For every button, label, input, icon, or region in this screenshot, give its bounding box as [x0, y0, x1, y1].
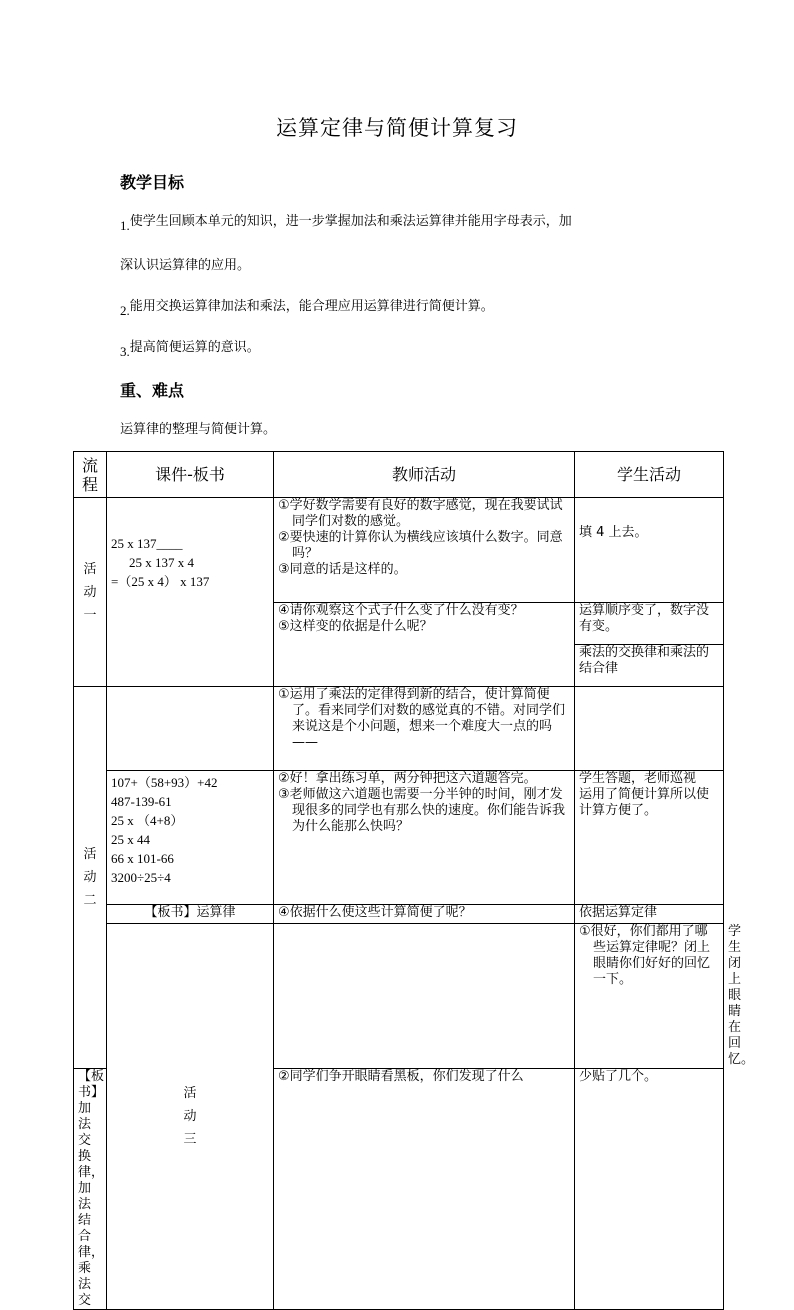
lesson-flow-table — [73, 451, 755, 1310]
teacher-step: ①运用了乘法的定律得到新的结合，使计算简便了。看来同学们对数的感觉真的不错。对同学们来说这是个小问题，想来一个难度大一点的吗—— — [278, 687, 566, 750]
student-cell: 填 4 上去。 — [575, 498, 724, 603]
goal-item-3 — [120, 336, 260, 359]
table-row — [74, 687, 724, 771]
header-slides: 课件-板书 — [107, 452, 274, 498]
teacher-step: ②好！拿出练习单，两分钟把这六道题答完。 — [278, 771, 537, 786]
goal-item-2 — [120, 295, 494, 318]
header-flow: 流程 — [74, 452, 107, 498]
slide-cell — [107, 687, 274, 771]
goals-heading: 教学目标 — [120, 173, 185, 192]
student-cell: 少贴了几个。 — [575, 1069, 724, 1310]
student-cell — [575, 687, 724, 771]
teacher-step: ④请你观察这个式子什么变了什么没有变？ — [278, 603, 524, 618]
goal-text: 能用交换运算律加法和乘法，能合理应用运算律进行简便计算。 — [129, 299, 494, 314]
goal-number: 3. — [120, 344, 130, 359]
table-row — [74, 771, 724, 905]
slide-line: 25 x 137 x 4 — [129, 554, 194, 570]
slide-cell: 【板书】加法交换律，加法结合律，乘法交 — [74, 1069, 107, 1310]
table-header-row — [74, 452, 724, 498]
page-title: 运算定律与简便计算复习 — [276, 116, 518, 140]
teacher-cell — [274, 1069, 575, 1310]
student-cell: 运算顺序变了，数字没有变。 — [575, 603, 724, 645]
teacher-step: ③老师做这六道题也需要一分半钟的时间，刚才发现很多的同学也有那么快的速度。你们能告诉我为什么能那么快吗？ — [278, 787, 566, 834]
teacher-cell: ④依据什么使这些计算简便了呢？ — [274, 905, 575, 924]
teacher-cell — [575, 924, 724, 1069]
slide-line: 66 x 101-66 — [111, 851, 174, 866]
table-row — [74, 498, 724, 603]
teacher-step: ①学好数学需要有良好的数字感觉，现在我要试试同学们对数的感觉。 — [278, 498, 563, 529]
slide-cell — [274, 924, 575, 1069]
header-student: 学生活动 — [575, 452, 724, 498]
slide-line: 487-139-61 — [111, 794, 172, 809]
student-cell — [575, 771, 724, 905]
goal-number: 2. — [120, 303, 130, 318]
goal-item-1-continued: 深认识运算律的应用。 — [120, 258, 251, 273]
flow-activity-2: 活动二 — [74, 687, 107, 1069]
student-line: 学生答题，老师巡视 — [579, 771, 697, 786]
slide-cell — [107, 771, 274, 905]
student-cell: 依据运算定律 — [575, 905, 724, 924]
flow-activity-1: 活动一 — [74, 498, 107, 687]
teacher-step: ①很好，你们都用了哪些运算定律呢？闭上眼睛你们好好的回忆一下。 — [579, 924, 711, 987]
slide-line: 107+（58+93）+42 — [111, 775, 218, 790]
goal-number: 1. — [120, 218, 130, 233]
student-line: 运用了简便计算所以使计算方便了。 — [579, 787, 710, 818]
slide-line: 3200÷25÷4 — [111, 870, 171, 885]
teacher-step: ③同意的话是这样的。 — [278, 562, 407, 577]
header-teacher: 教师活动 — [274, 452, 575, 498]
slide-cell: 【板书】运算律 — [107, 905, 274, 924]
teacher-step: ②要快速的计算你认为横线应该填什么数字。同意吗？ — [278, 530, 563, 561]
teacher-cell — [274, 498, 575, 603]
slide-cell — [107, 498, 274, 687]
slide-line: =（25 x 4） x 137 — [111, 573, 210, 589]
goal-text: 使学生回顾本单元的知识，进一步掌握加法和乘法运算律并能用字母表示，加 — [129, 214, 572, 229]
table-row: 活动三 ①很好，你们都用了哪些运算定律呢？闭上眼睛你们好好的回忆一下。 学生闭上眼睛在回忆。 — [74, 924, 724, 1069]
slide-line: 25 x （4+8） — [111, 813, 184, 828]
flow-activity-3: 活动三 — [107, 924, 274, 1310]
table-row — [74, 905, 724, 924]
key-points-text: 运算律的整理与简便计算。 — [120, 422, 277, 437]
teacher-cell — [274, 687, 575, 771]
goal-item-1 — [120, 210, 572, 233]
key-points-heading: 重、难点 — [120, 381, 185, 400]
teacher-step: ⑤这样变的依据是什么呢？ — [278, 619, 433, 634]
slide-line: 25 x 44 — [111, 832, 150, 847]
student-cell: 乘法的交换律和乘法的结合律 — [575, 645, 724, 687]
teacher-cell — [274, 603, 575, 687]
teacher-step: ②同学们争开眼睛看黑板，你们发现了什么 — [278, 1069, 524, 1084]
slide-line: 25 x 137____ — [111, 535, 183, 551]
goal-text: 提高简便运算的意识。 — [129, 340, 260, 355]
teacher-cell — [274, 771, 575, 905]
